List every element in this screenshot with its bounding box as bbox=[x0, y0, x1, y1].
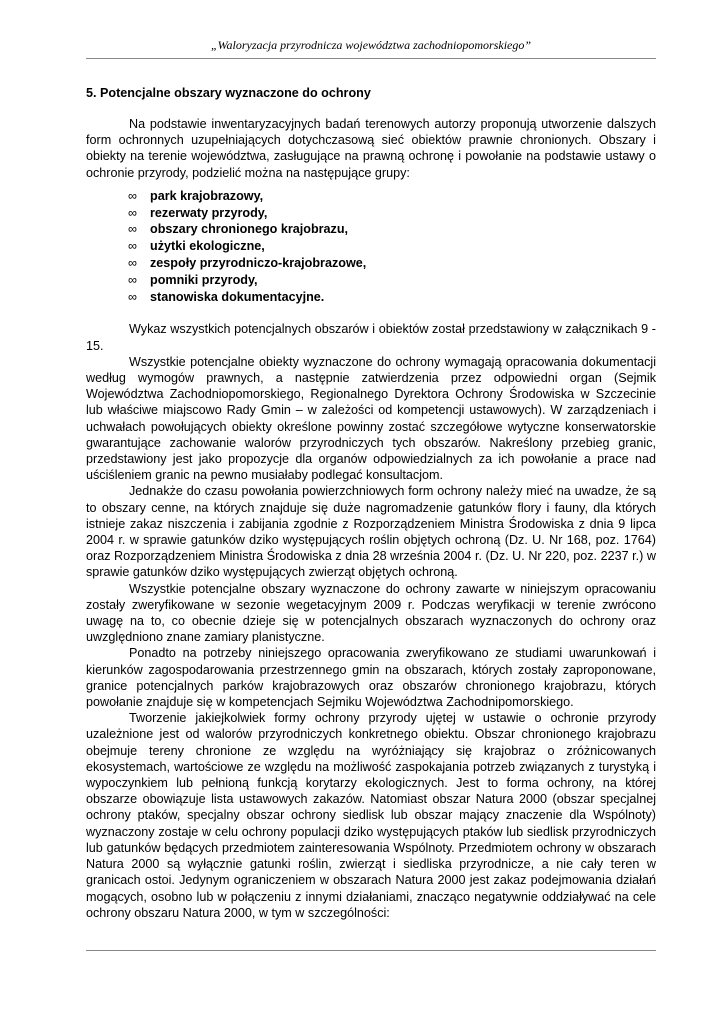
list-item bbox=[128, 238, 656, 255]
list-item bbox=[128, 221, 656, 238]
list-item bbox=[128, 289, 656, 306]
list-item-label: rezerwaty przyrody, bbox=[150, 205, 268, 220]
protection-groups-list bbox=[86, 188, 656, 306]
list-item-label: zespoły przyrodniczo-krajobrazowe, bbox=[150, 256, 367, 270]
list-item bbox=[128, 255, 656, 272]
list-item bbox=[128, 272, 656, 289]
paragraph-species-protection: Jednakże do czasu powołania powierzchniowych form ochrony należy mieć na uwadze, że są to obszary cenne, na których znajduje się duże nagromadzenie gatunków flory i fauny, dla których istnieje zakaz niszczenia i zabijania zgodnie z Rozporządzeniem Ministra Środowiska z dnia 9 lipca 2004 r. w sprawie gatunków dziko występujących roślin objętych ochroną (Dz. U. Nr 168, poz. 1764) oraz Rozporządzeniem Ministra Środowiska z dnia 28 września 2004 r. (Dz. U. Nr 220, poz. 2237 r.) w sprawie gatunków dziko występujących zwierząt objętych ochroną. bbox=[86, 484, 656, 580]
paragraph-natura-2000: Tworzenie jakiejkolwiek formy ochrony przyrody ujętej w ustawie o ochronie przyrody uzależnione jest od walorów przyrodniczych konkretnego obiektu. Obszar chronionego krajobrazu obejmuje tereny chronione ze względu na wyróżniający się krajobraz o zróżnicowanych ekosystemach, wartościowe ze względu na możliwość zaspokajania potrzeb związanych z turystyką i wypoczynkiem lub pełnioną funkcją korytarzy ekologicznych. Jest to forma ochrony, na której obszarze obowiązuje lista ustawowych zakazów. Natomiast obszar Natura 2000 (obszar specjalnej ochrony ptaków, specjalny obszar ochrony siedlisk lub obszar mający znaczenie dla Wspólnoty) wyznaczony zostaje w celu ochrony populacji dziko występujących ptaków lub siedlisk przyrodniczych lub gatunków będących przedmiotem zainteresowania Wspólnoty. Przedmiotem ochrony w obszarach Natura 2000 są wyłącznie gatunki roślin, zwierząt i siedliska przyrodnicze, a nie cały teren w granicach ostoi. Jedynym ograniczeniem w obszarach Natura 2000 jest zakaz podejmowania działań mogących, osobno lub w połączeniu z innymi działaniami, znacząco negatywnie oddziaływać na cele ochrony obszaru Natura 2000, w tym w szczególności: bbox=[86, 711, 656, 920]
list-item bbox=[128, 188, 656, 205]
bullet-icon: ∞ bbox=[128, 272, 137, 287]
bullet-icon: ∞ bbox=[128, 289, 137, 304]
paragraph-intro: Na podstawie inwentaryzacyjnych badań terenowych autorzy proponują utworzenie dalszych form ochronnych uzupełniających dotychczasową sieć obiektów prawnie chronionych. Obszary i obiekty na terenie województwa, zasługujące na prawną ochronę i powołanie na podstawie ustawy o ochronie przyrody, podzielić można na następujące grupy: bbox=[86, 117, 656, 180]
bullet-icon: ∞ bbox=[128, 256, 137, 270]
bullet-icon: ∞ bbox=[128, 188, 137, 203]
header-divider bbox=[86, 58, 656, 59]
footer-divider bbox=[86, 950, 656, 951]
section-title: 5. Potencjalne obszary wyznaczone do ochrony bbox=[86, 86, 371, 100]
paragraph-verification: Wszystkie potencjalne obszary wyznaczone do ochrony zawarte w niniejszym opracowaniu zostały zweryfikowane w sezonie wegetacyjnym 2009 r. Podczas weryfikacji w terenie zwrócono uwagę na to, co obecnie dzieje się w potencjalnych obszarach wyznaczonych do ochrony oraz uwzględniono znane zamiary planistyczne. bbox=[86, 581, 656, 645]
list-item-label: park krajobrazowy, bbox=[150, 188, 264, 203]
bullet-icon: ∞ bbox=[128, 239, 137, 254]
page-content bbox=[86, 84, 656, 921]
list-item-label: pomniki przyrody, bbox=[150, 272, 258, 287]
list-item-label: stanowiska dokumentacyjne. bbox=[150, 289, 325, 304]
paragraph-documentation: Wszystkie potencjalne obiekty wyznaczone do ochrony wymagają opracowania dokumentacji według wymogów prawnych, a następnie zatwierdzenia przez odpowiedni organ (Sejmik Województwa Zachodniopomorskiego, Regionalnego Dyrektora Ochrony Środowiska w Szczecinie lub właściwe miajscowo Rady Gmin – w zależości od kompetencji ustawowych). W zarządzeniach i uchwałach powołujących obiekty określone powinny zostać szczegółowe wytyczne konserwatorskie gwarantujące zachowanie walorów przyrodniczych tych obszarów. Nakreślony przebieg granic, przedstawiony jest jako propozycje dla organów odpowiedzialnych za ich powołanie a prace nad uściśleniem granic na pewno musiałaby podlegać konsultacjom. bbox=[86, 354, 656, 483]
running-header: „Waloryzacja przyrodnicza województwa zachodniopomorskiego” bbox=[210, 38, 532, 52]
list-item-label: użytki ekologiczne, bbox=[150, 239, 265, 254]
bullet-icon: ∞ bbox=[128, 222, 137, 237]
paragraph-annex-reference: Wykaz wszystkich potencjalnych obszarów i obiektów został przedstawiony w załącznikach 9 - 15. bbox=[86, 322, 656, 353]
bullet-icon: ∞ bbox=[128, 205, 137, 220]
list-item bbox=[128, 205, 656, 222]
paragraph-planning-studies: Ponadto na potrzeby niniejszego opracowania zweryfikowano ze studiami uwarunkowań i kierunków zagospodarowania przestrzennego gmin na obszarach, których zostały zaproponowane, granice potencjalnych parków krajobrazowych oraz obszarów chronionego krajobrazu, których powołanie znajduje się w kompetencjach Sejmiku Województwa Zachodnipomorskiego. bbox=[86, 646, 656, 710]
list-item-label: obszary chronionego krajobrazu, bbox=[150, 222, 349, 237]
